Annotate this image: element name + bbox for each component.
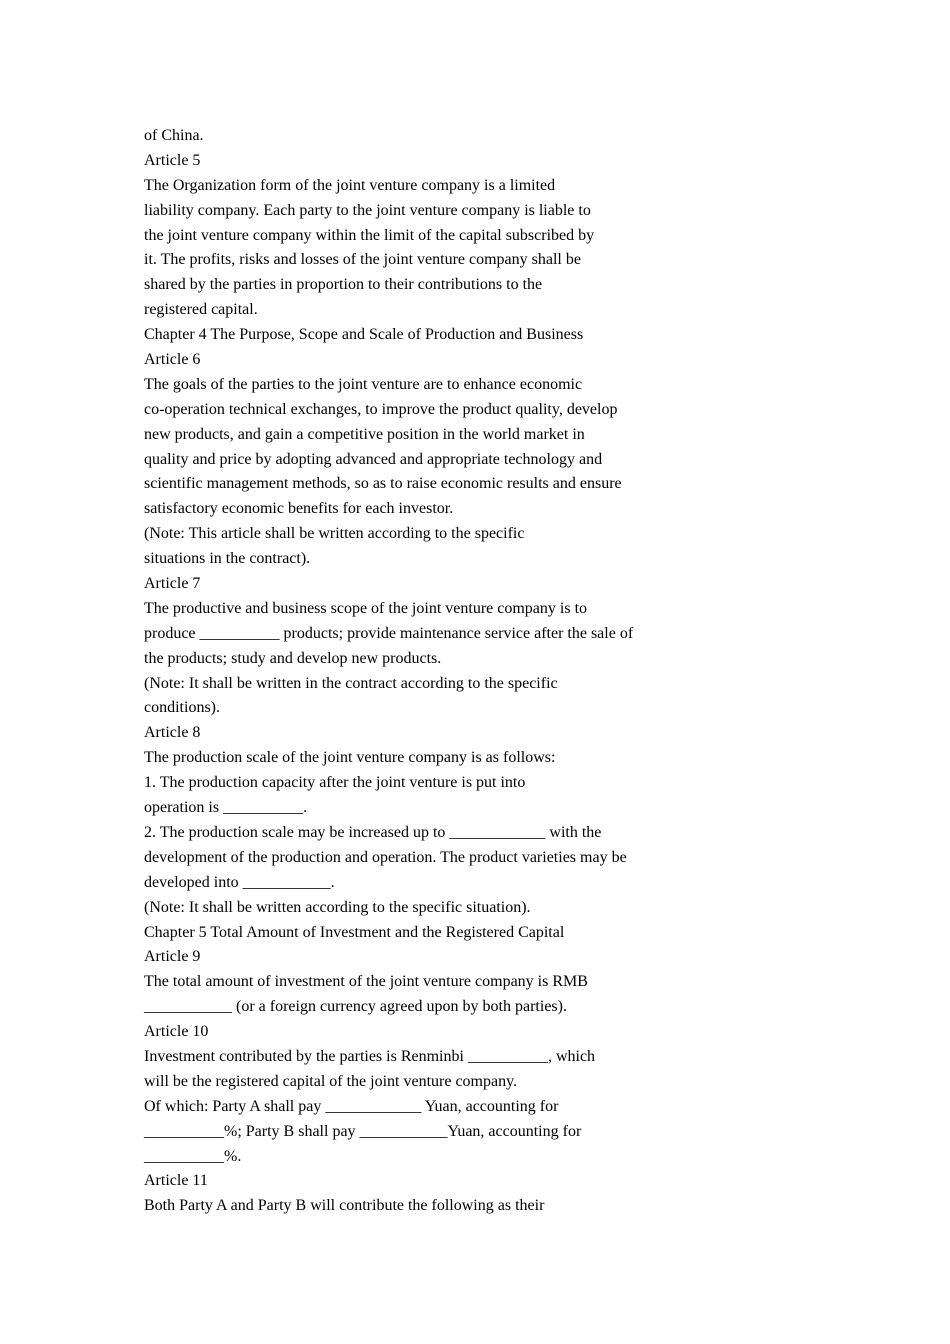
text-line: The production scale of the joint venture company is as follows: — [144, 749, 556, 767]
text-line: quality and price by adopting advanced and appropriate technology and — [144, 450, 603, 468]
article-heading: Article 8 — [144, 724, 201, 742]
note-line: (Note: It shall be written according to the specific situation). — [144, 898, 531, 916]
article-heading: Article 5 — [144, 151, 201, 169]
text-line: liability company. Each party to the joint venture company is liable to — [144, 201, 591, 219]
text-line: The goals of the parties to the joint venture are to enhance economic — [144, 375, 583, 393]
text-line: co-operation technical exchanges, to improve the product quality, develop — [144, 400, 618, 418]
text-line: new products, and gain a competitive position in the world market in — [144, 425, 585, 443]
text-line: __________%; Party B shall pay ___________Yuan, accounting for — [144, 1122, 582, 1140]
text-line: 1. The production capacity after the joint venture is put into — [144, 774, 526, 792]
note-line: conditions). — [144, 699, 220, 717]
text-line: the products; study and develop new products. — [144, 649, 442, 667]
text-line: Investment contributed by the parties is Renminbi __________, which — [144, 1047, 596, 1065]
text-line: will be the registered capital of the joint venture company. — [144, 1072, 518, 1090]
text-line: The productive and business scope of the joint venture company is to — [144, 599, 588, 617]
article-heading: Article 9 — [144, 948, 201, 966]
text-line: shared by the parties in proportion to their contributions to the — [144, 276, 543, 294]
chapter-heading: Chapter 4 The Purpose, Scope and Scale of Production and Business — [144, 326, 584, 344]
note-line: (Note: This article shall be written according to the specific — [144, 525, 525, 543]
note-line: (Note: It shall be written in the contract according to the specific — [144, 674, 558, 692]
text-line: of China. — [144, 127, 204, 144]
text-line: satisfactory economic benefits for each investor. — [144, 500, 454, 518]
text-line: Both Party A and Party B will contribute the following as their — [144, 1197, 545, 1215]
text-line: ___________ (or a foreign currency agreed upon by both parties). — [144, 998, 567, 1016]
text-line: produce __________ products; provide maintenance service after the sale of — [144, 624, 634, 642]
text-line: development of the production and operation. The product varieties may be — [144, 848, 627, 866]
text-line: the joint venture company within the limit of the capital subscribed by — [144, 226, 595, 244]
text-line: registered capital. — [144, 301, 258, 319]
text-line: The total amount of investment of the joint venture company is RMB — [144, 973, 588, 991]
text-line: 2. The production scale may be increased up to ____________ with the — [144, 823, 602, 841]
article-heading: Article 11 — [144, 1172, 208, 1190]
text-line: it. The profits, risks and losses of the joint venture company shall be — [144, 251, 581, 269]
note-line: situations in the contract). — [144, 550, 311, 568]
article-heading: Article 6 — [144, 351, 201, 369]
text-line: operation is __________. — [144, 799, 308, 817]
chapter-heading: Chapter 5 Total Amount of Investment and the Registered Capital — [144, 923, 565, 941]
article-heading: Article 10 — [144, 1023, 209, 1041]
text-line: The Organization form of the joint venture company is a limited — [144, 176, 556, 194]
article-heading: Article 7 — [144, 575, 201, 593]
text-line: scientific management methods, so as to raise economic results and ensure — [144, 475, 622, 493]
text-line: developed into ___________. — [144, 873, 335, 891]
text-line: __________%. — [144, 1147, 242, 1165]
document-body — [144, 124, 764, 1219]
text-line: Of which: Party A shall pay ____________ Yuan, accounting for — [144, 1097, 559, 1115]
